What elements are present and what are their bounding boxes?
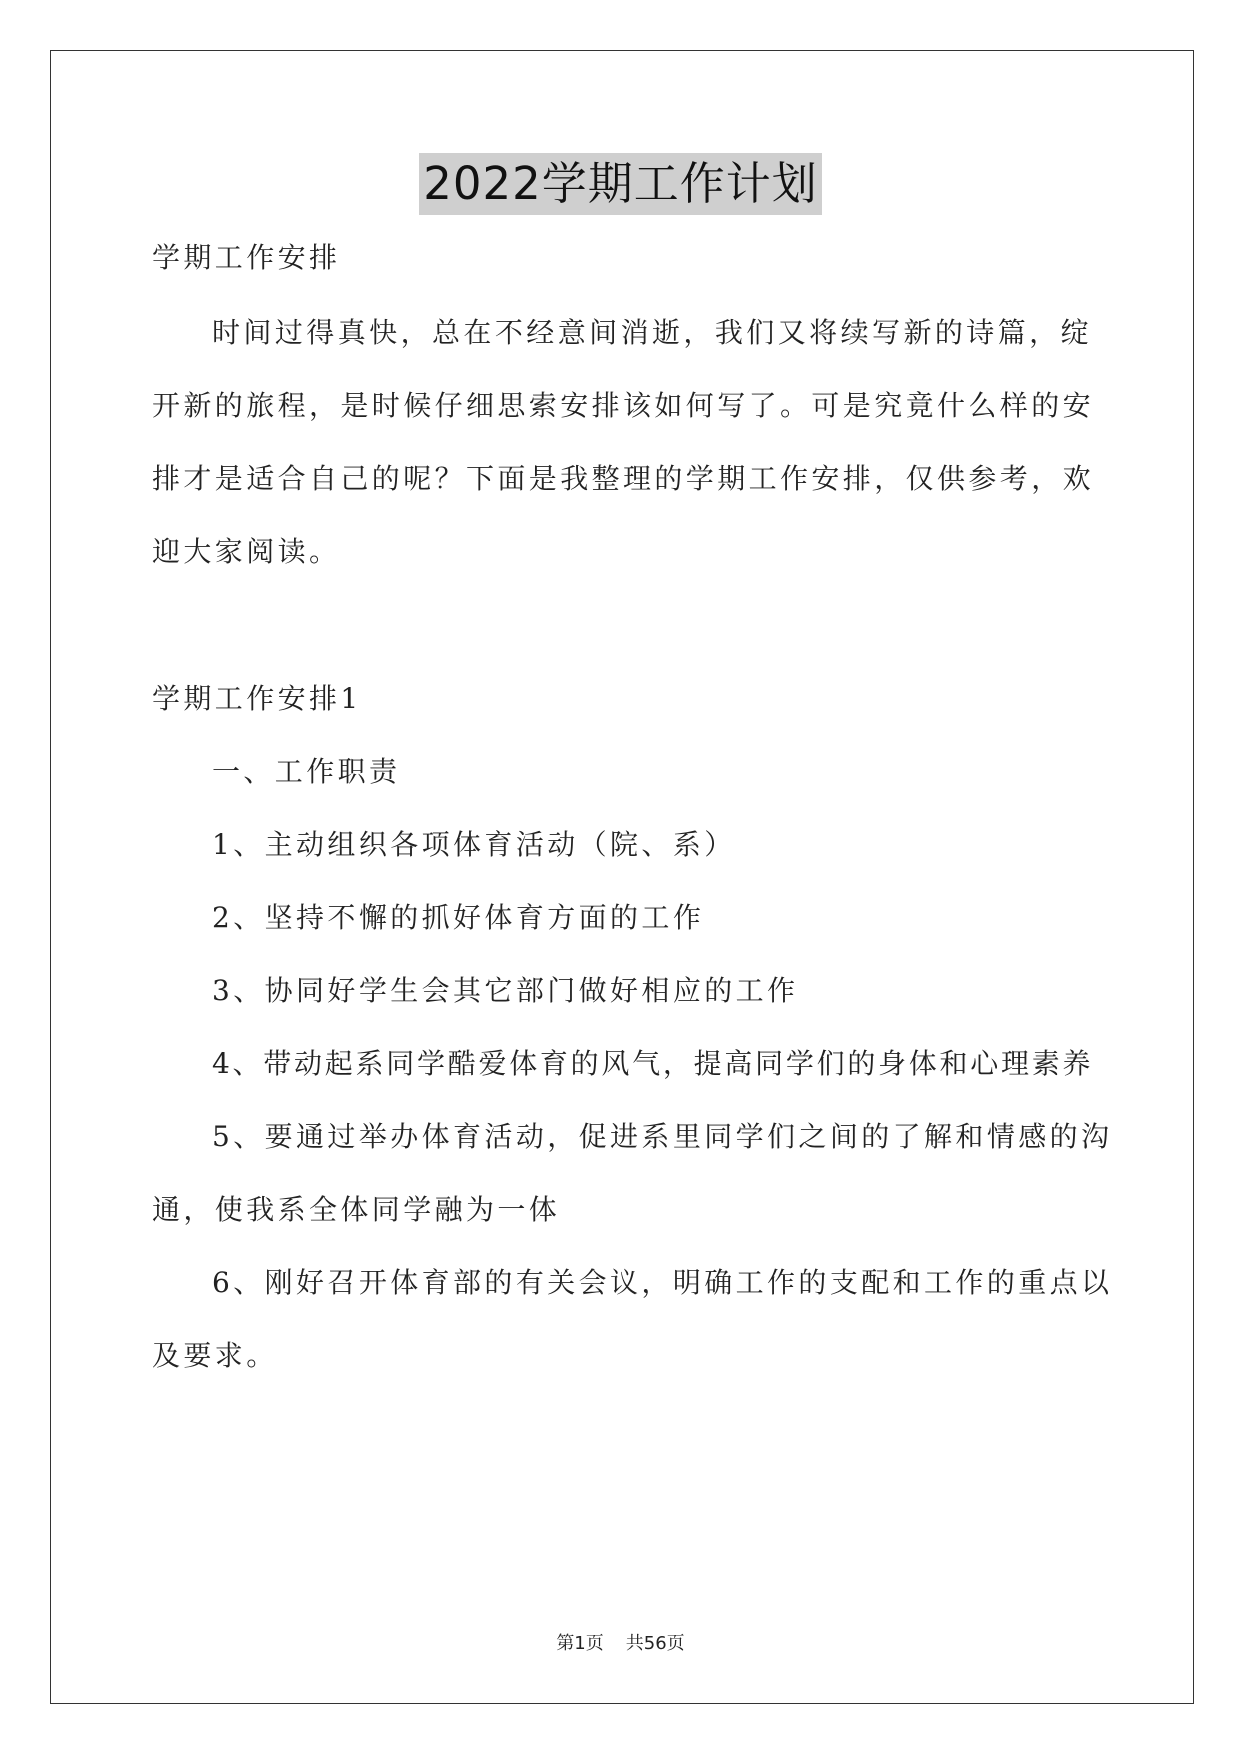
- document-title: 2022学期工作计划: [419, 153, 822, 215]
- list-item-1: 1、主动组织各项体育活动（院、系）: [212, 828, 736, 861]
- page-footer: [0, 1632, 1241, 1656]
- list-item-6-line-1: 6、刚好召开体育部的有关会议，明确工作的支配和工作的重点以: [212, 1266, 1113, 1299]
- intro-line-2: 开新的旅程，是时候仔细思索安排该如何写了。可是究竟什么样的安: [152, 389, 1095, 422]
- intro-line-4: 迎大家阅读。: [152, 535, 341, 568]
- intro-line-1: 时间过得真快，总在不经意间消逝，我们又将续写新的诗篇，绽: [212, 316, 1092, 349]
- subsection-heading: 学期工作安排1: [152, 682, 362, 715]
- title-container: [0, 153, 1241, 215]
- part-heading: 一、工作职责: [212, 755, 401, 788]
- list-item-4: 4、带动起系同学酷爱体育的风气，提高同学们的身体和心理素养: [212, 1047, 1092, 1080]
- list-item-5-line-1: 5、要通过举办体育活动，促进系里同学们之间的了解和情感的沟: [212, 1120, 1113, 1153]
- list-item-3: 3、协同好学生会其它部门做好相应的工作: [212, 974, 799, 1007]
- section-heading: 学期工作安排: [152, 241, 341, 274]
- page-total: 共56页: [625, 1633, 685, 1654]
- list-item-6-line-2: 及要求。: [152, 1339, 278, 1372]
- page-number: 第1页: [556, 1633, 604, 1654]
- page-border: [50, 50, 1194, 1704]
- intro-line-3: 排才是适合自己的呢？下面是我整理的学期工作安排，仅供参考，欢: [152, 462, 1095, 495]
- list-item-2: 2、坚持不懈的抓好体育方面的工作: [212, 901, 705, 934]
- list-item-5-line-2: 通，使我系全体同学融为一体: [152, 1193, 561, 1226]
